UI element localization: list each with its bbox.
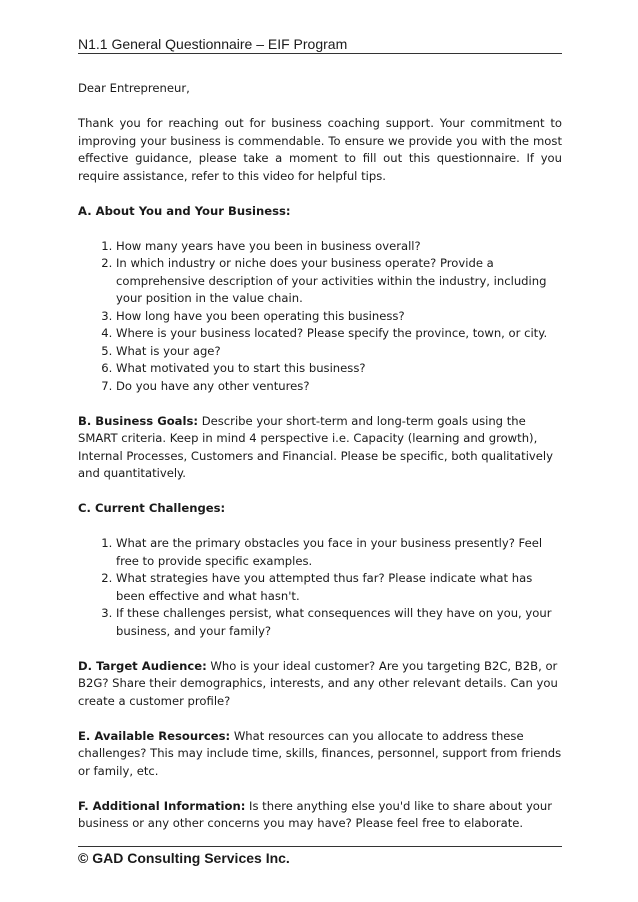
list-item: 1. How many years have you been in business overall? [116,238,562,256]
section-c-heading: C. Current Challenges: [78,501,226,515]
list-item: 6. What motivated you to start this business? [116,360,562,378]
list-item: 3. If these challenges persist, what consequences will they have on you, your business, and your family? [116,605,562,640]
greeting: Dear Entrepreneur, [78,81,190,95]
section-b [78,413,562,483]
section-e [78,728,562,781]
copyright-text: © GAD Consulting Services Inc. [78,850,290,866]
list-item: 2. What strategies have you attempted thus far? Please indicate what has been effective and what hasn't. [116,570,562,605]
section-f-heading: F. Additional Information: [78,798,246,813]
section-d-text: Who is your ideal customer? Are you targeting B2C, B2B, or B2G? Share their demographics, interests, and any other relevant details. Can you create a customer profile? [78,658,558,708]
list-item: 5. What is your age? [116,343,562,361]
list-item: 3. How long have you been operating this business? [116,308,562,326]
section-c-list [78,535,562,640]
section-e-heading: E. Available Resources: [78,728,231,743]
section-b-text: Describe your short-term and long-term goals using the SMART criteria. Keep in mind 4 perspective i.e. Capacity (learning and growth), Internal Processes, Customers and Financial. Please be specific, both qualitatively and quantitatively. [78,413,554,480]
list-item: 7. Do you have any other ventures? [116,378,562,396]
list-item: 2. In which industry or niche does your business operate? Provide a comprehensive description of your activities within the industry, including your position in the value chain. [116,255,562,308]
section-d [78,658,562,711]
document-title: N1.1 General Questionnaire – EIF Program [78,36,348,52]
section-f-text: Is there anything else you'd like to share about your business or any other concerns you may have? Please feel free to elaborate. [78,798,553,830]
document-body [78,80,562,850]
section-d-heading: D. Target Audience: [78,658,207,673]
section-f [78,798,562,833]
section-e-text: What resources can you allocate to address these challenges? This may include time, skills, finances, personnel, support from friends or family, etc. [78,728,562,778]
page-header [78,36,562,54]
section-b-heading: B. Business Goals: [78,413,199,428]
intro-paragraph: Thank you for reaching out for business coaching support. Your commitment to improving your business is commendable. To ensure we provide you with the most effective guidance, please take a moment to fill out this questionnaire. If you require assistance, refer to this video for helpful tips. [78,116,562,183]
section-a-list [78,238,562,396]
list-item: 4. Where is your business located? Please specify the province, town, or city. [116,325,562,343]
list-item: 1. What are the primary obstacles you face in your business presently? Feel free to provide specific examples. [116,535,562,570]
section-a-heading: A. About You and Your Business: [78,203,291,218]
page-footer [78,846,562,866]
